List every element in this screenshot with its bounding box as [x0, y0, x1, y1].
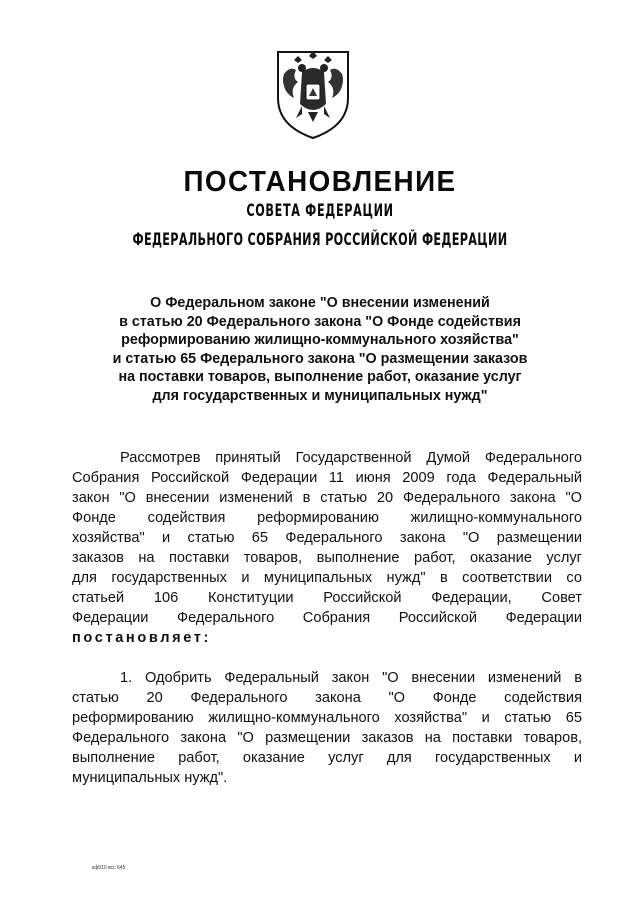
preamble-paragraph: [72, 448, 582, 648]
paragraph-line: хозяйства" и статью 65 Федерального закона "О размещении: [72, 530, 582, 546]
decree-word: [72, 628, 582, 648]
paragraph-line: муниципальных нужд".: [72, 770, 228, 786]
issuer-line-1: СОВЕТА ФЕДЕРАЦИИ: [246, 201, 394, 221]
paragraph-line: закон "О внесении изменений в статью 20 Федерального закона "О: [72, 490, 582, 506]
subject-line: О Федеральном законе "О внесении изменений: [150, 295, 490, 311]
subject-line: в статью 20 Федерального закона "О Фонде содействия: [119, 313, 521, 330]
issuer-line-2: ФЕДЕРАЛЬНОГО СОБРАНИЯ РОССИЙСКОЙ ФЕДЕРАЦИИ: [132, 230, 508, 250]
paragraph-line: статьей 106 Конституции Российской Федерации, Совет: [72, 590, 582, 606]
paragraph-line: Рассмотрев принятый Государственной Думой Федерального: [120, 450, 582, 466]
subject-line: на поставки товаров, выполнение работ, оказание услуг: [118, 369, 522, 386]
document-subject: [0, 294, 640, 406]
paragraph-line: 1. Одобрить Федеральный закон "О внесении изменений в: [120, 670, 582, 686]
paragraph-line: реформированию жилищно-коммунального хозяйства" и статью 65: [72, 710, 582, 726]
russian-coat-of-arms-icon: [272, 48, 354, 140]
paragraph-line: Собрания Российской Федерации 11 июня 2009 года Федеральный: [72, 470, 582, 486]
paragraph-line: Федерации Федерального Собрания Российской Федерации: [72, 610, 582, 626]
subject-line: реформированию жилищно-коммунального хозяйства": [121, 332, 519, 349]
subject-line: и статью 65 Федерального закона "О размещении заказов: [112, 350, 528, 367]
paragraph-line: Федерального закона "О размещении заказов на поставки товаров,: [72, 730, 582, 746]
paragraph-line: статью 20 Федерального закона "О Фонде содействия: [72, 690, 582, 706]
paragraph-line: заказов на поставки товаров, выполнение работ, оказание услуг: [72, 550, 582, 566]
document-title: ПОСТАНОВЛЕНИЕ: [183, 166, 457, 198]
paragraph-line: Фонде содействия реформированию жилищно-коммунального: [72, 510, 582, 526]
subject-line: для государственных и муниципальных нужд": [152, 387, 488, 404]
clause-1-paragraph: [72, 668, 582, 788]
paragraph-line: для государственных и муниципальных нужд" в соответствии со: [72, 570, 582, 586]
decree-word-text: постановляет:: [72, 630, 211, 646]
paragraph-line: выполнение работ, оказание услуг для государственных и: [72, 750, 582, 766]
footer-code: кф910 всс 645: [92, 865, 126, 871]
